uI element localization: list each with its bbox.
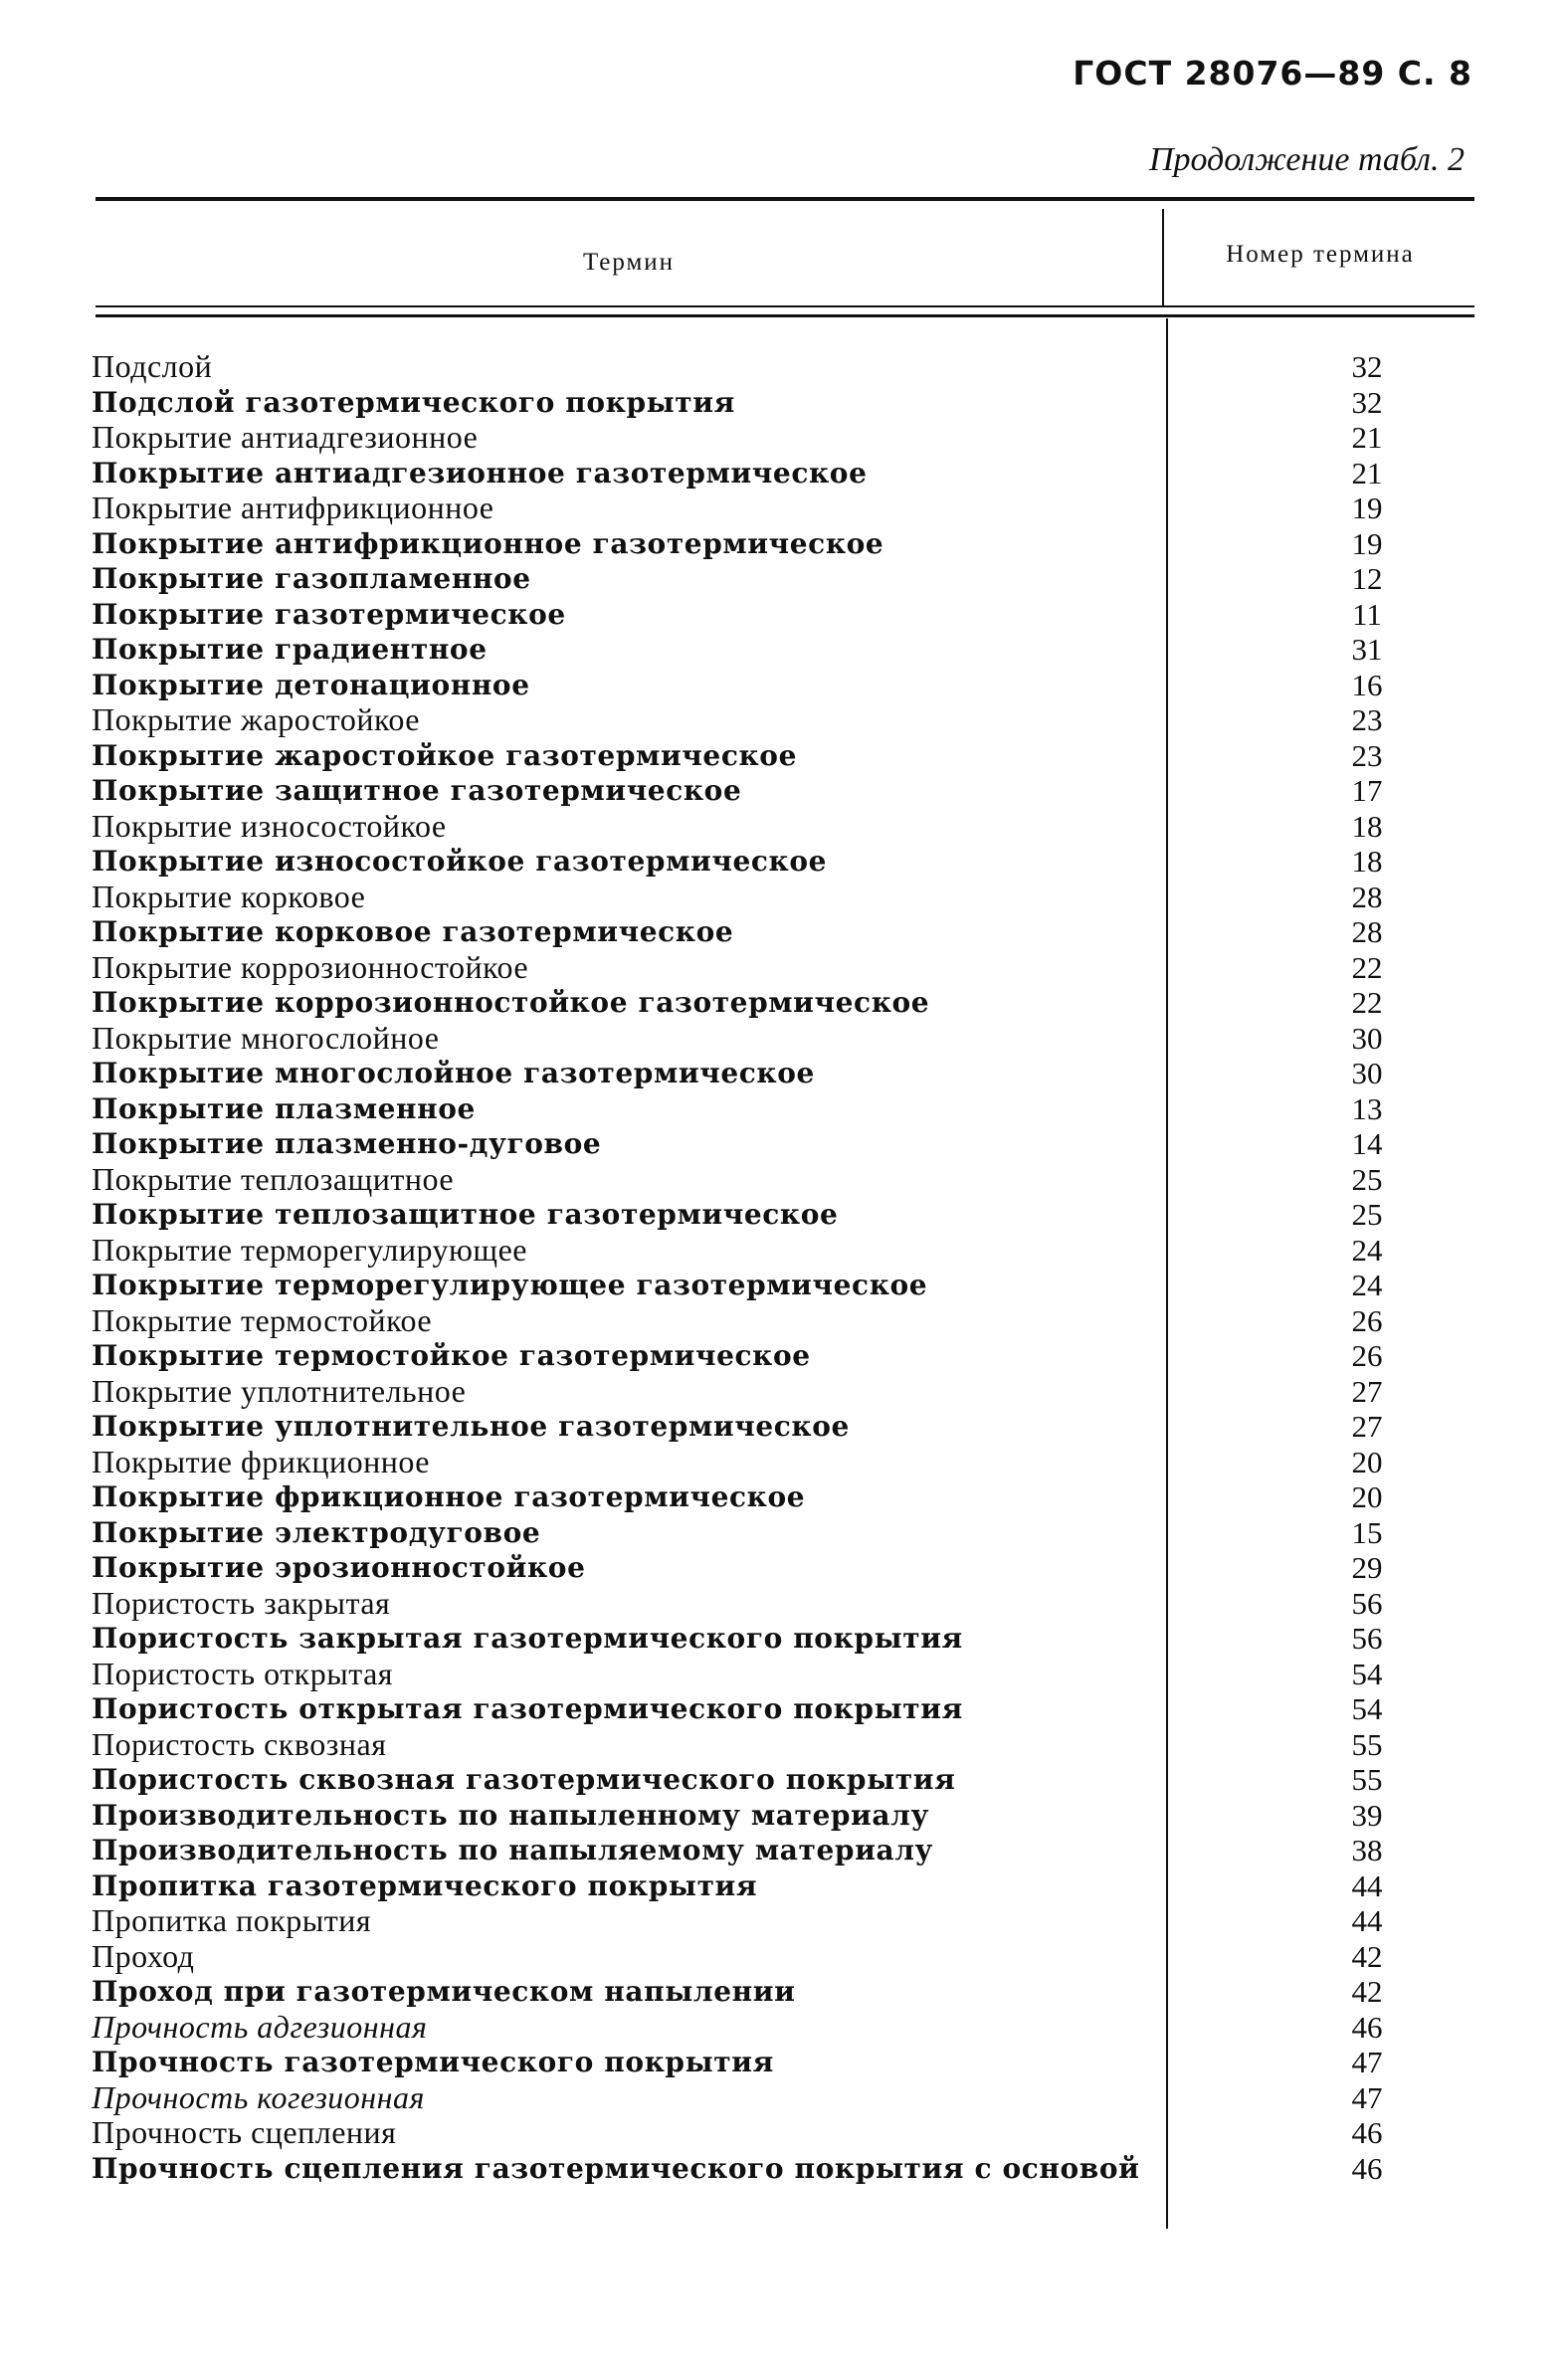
table-row bbox=[92, 844, 1474, 880]
term-number-cell: 18 bbox=[1351, 844, 1383, 879]
table-row bbox=[92, 491, 1474, 526]
table-row bbox=[92, 1233, 1474, 1269]
table-row bbox=[92, 1868, 1474, 1904]
term-number-cell: 19 bbox=[1351, 491, 1383, 525]
term-cell: Покрытие детонационное bbox=[92, 668, 530, 701]
term-cell: Прочность сцепления газотермического покрытия с основой bbox=[92, 2151, 1140, 2185]
document-code: ГОСТ 28076—89 С. 8 bbox=[1073, 54, 1472, 93]
table-row bbox=[92, 773, 1474, 809]
term-number-cell: 47 bbox=[1351, 2079, 1383, 2115]
header-column-separator bbox=[1162, 209, 1164, 306]
table-row bbox=[92, 1762, 1474, 1798]
term-cell: Покрытие многослойное газотермическое bbox=[92, 1057, 815, 1089]
term-number-cell: 19 bbox=[1351, 525, 1383, 561]
table-row bbox=[92, 2151, 1474, 2187]
term-cell: Покрытие плазменно-дуговое bbox=[92, 1127, 602, 1160]
term-number-cell: 13 bbox=[1351, 1090, 1383, 1126]
term-number-cell: 26 bbox=[1351, 1302, 1383, 1338]
term-cell: Производительность по напыляемому материалу bbox=[92, 1834, 934, 1867]
table-row bbox=[92, 1586, 1474, 1622]
table-row bbox=[92, 1833, 1474, 1868]
term-cell: Пористость закрытая bbox=[92, 1584, 391, 1621]
table-row bbox=[92, 809, 1474, 845]
term-cell: Покрытие газопламенное bbox=[92, 562, 531, 595]
table-row bbox=[92, 2080, 1474, 2116]
table-row bbox=[92, 2010, 1474, 2046]
term-cell: Производительность по напыленному материалу bbox=[92, 1798, 930, 1832]
term-cell: Покрытие термостойкое bbox=[92, 1301, 433, 1338]
table-row bbox=[92, 914, 1474, 950]
table-row bbox=[92, 2045, 1474, 2080]
table-row bbox=[92, 349, 1474, 385]
term-number-cell: 17 bbox=[1351, 773, 1383, 808]
term-cell: Покрытие газотермическое bbox=[92, 597, 566, 631]
term-cell: Покрытие теплозащитное газотермическое bbox=[92, 1198, 839, 1231]
term-number-cell: 25 bbox=[1351, 1161, 1383, 1197]
term-cell: Покрытие коррозионностойкое bbox=[92, 948, 529, 985]
table-row bbox=[92, 1409, 1474, 1445]
term-cell: Покрытие эрозионностойкое bbox=[92, 1551, 586, 1584]
term-cell: Пористость открытая газотермического покрытия bbox=[92, 1692, 963, 1725]
table-row bbox=[92, 1197, 1474, 1233]
term-cell: Покрытие фрикционное bbox=[92, 1443, 430, 1479]
term-number-cell: 42 bbox=[1351, 1974, 1383, 2009]
table-row bbox=[92, 1268, 1474, 1303]
term-number-cell: 44 bbox=[1351, 1903, 1383, 1938]
table-row bbox=[92, 561, 1474, 597]
table-row bbox=[92, 385, 1474, 421]
table-continuation-label: Продолжение табл. 2 bbox=[1148, 141, 1465, 178]
term-number-cell: 12 bbox=[1351, 561, 1383, 596]
term-number-cell: 47 bbox=[1351, 2045, 1383, 2079]
term-cell: Покрытие фрикционное газотермическое bbox=[92, 1480, 806, 1513]
term-number-cell: 54 bbox=[1351, 1656, 1383, 1691]
term-number-cell: 32 bbox=[1351, 349, 1383, 384]
term-number-cell: 18 bbox=[1351, 808, 1383, 844]
term-cell: Покрытие износостойкое газотермическое bbox=[92, 845, 828, 878]
term-number-cell: 55 bbox=[1351, 1762, 1383, 1797]
term-number-cell: 29 bbox=[1351, 1550, 1383, 1585]
table-row bbox=[92, 1903, 1474, 1939]
term-cell: Покрытие антифрикционное газотермическое bbox=[92, 526, 884, 560]
table-row bbox=[92, 1657, 1474, 1692]
term-cell: Покрытие градиентное bbox=[92, 633, 488, 666]
term-number-cell: 46 bbox=[1351, 2115, 1383, 2150]
term-cell: Покрытие антифрикционное bbox=[92, 490, 494, 525]
table-row bbox=[92, 1338, 1474, 1374]
header-bottom-rule bbox=[96, 305, 1474, 307]
term-number-cell: 28 bbox=[1351, 914, 1383, 949]
term-cell: Проход bbox=[92, 1937, 195, 1974]
table-row bbox=[92, 1515, 1474, 1551]
term-number-cell: 21 bbox=[1351, 420, 1383, 455]
term-number-cell: 28 bbox=[1351, 879, 1383, 914]
term-number-cell: 22 bbox=[1351, 949, 1383, 985]
term-number-cell: 27 bbox=[1351, 1409, 1383, 1444]
term-number-cell: 21 bbox=[1351, 455, 1383, 491]
term-number-cell: 16 bbox=[1351, 667, 1383, 702]
table-row bbox=[92, 985, 1474, 1021]
term-cell: Покрытие плазменное bbox=[92, 1091, 476, 1125]
term-cell: Покрытие корковое газотермическое bbox=[92, 915, 734, 948]
term-number-cell: 20 bbox=[1351, 1444, 1383, 1479]
term-number-cell: 31 bbox=[1351, 632, 1383, 667]
table-row bbox=[92, 1691, 1474, 1727]
term-cell: Покрытие жаростойкое газотермическое bbox=[92, 738, 797, 772]
term-cell: Прочность когезионная bbox=[92, 2078, 425, 2115]
term-number-cell: 27 bbox=[1351, 1373, 1383, 1409]
table-row bbox=[92, 1374, 1474, 1410]
term-number-cell: 23 bbox=[1351, 702, 1383, 737]
table-row bbox=[92, 526, 1474, 562]
term-cell: Пористость закрытая газотермического покрытия bbox=[92, 1622, 963, 1655]
term-number-cell: 23 bbox=[1351, 737, 1383, 773]
term-cell: Прочность сцепления bbox=[92, 2114, 397, 2150]
table-row bbox=[92, 1727, 1474, 1763]
table-row bbox=[92, 1798, 1474, 1834]
term-number-cell: 46 bbox=[1351, 2009, 1383, 2045]
term-number-cell: 38 bbox=[1351, 1833, 1383, 1867]
term-cell: Подслой bbox=[92, 348, 213, 384]
term-cell: Покрытие антиадгезионное bbox=[92, 419, 479, 455]
term-cell: Покрытие многослойное bbox=[92, 1019, 440, 1056]
table-row bbox=[92, 1621, 1474, 1657]
table-row bbox=[92, 1126, 1474, 1162]
table-row bbox=[92, 702, 1474, 738]
column-header-term: Термин bbox=[582, 249, 676, 276]
term-cell: Покрытие антиадгезионное газотермическое bbox=[92, 456, 868, 490]
term-cell: Покрытие терморегулирующее bbox=[92, 1231, 527, 1268]
term-number-cell: 24 bbox=[1351, 1232, 1383, 1268]
table-row bbox=[92, 1056, 1474, 1091]
table-row bbox=[92, 1021, 1474, 1057]
term-cell: Покрытие терморегулирующее газотермическое bbox=[92, 1269, 928, 1301]
table-row bbox=[92, 1479, 1474, 1515]
term-cell: Покрытие защитное газотермическое bbox=[92, 774, 742, 807]
table-top-rule bbox=[96, 197, 1474, 201]
term-number-cell: 56 bbox=[1351, 1585, 1383, 1621]
term-cell: Покрытие термостойкое газотермическое bbox=[92, 1339, 811, 1372]
term-cell: Покрытие уплотнительное bbox=[92, 1372, 467, 1409]
term-cell: Пористость сквозная bbox=[92, 1725, 387, 1762]
term-cell: Пропитка газотермического покрытия bbox=[92, 1868, 758, 1902]
term-number-cell: 55 bbox=[1351, 1726, 1383, 1762]
term-number-cell: 14 bbox=[1351, 1126, 1383, 1161]
table-row bbox=[92, 1162, 1474, 1198]
term-cell: Покрытие коррозионностойкое газотермическое bbox=[92, 986, 930, 1019]
table-row bbox=[92, 950, 1474, 986]
term-cell: Пропитка покрытия bbox=[92, 1902, 372, 1938]
term-number-cell: 22 bbox=[1351, 985, 1383, 1020]
term-number-cell: 39 bbox=[1351, 1797, 1383, 1833]
table-row bbox=[92, 738, 1474, 774]
term-cell: Прочность адгезионная bbox=[92, 2008, 428, 2045]
term-number-cell: 30 bbox=[1351, 1056, 1383, 1090]
term-number-cell: 30 bbox=[1351, 1020, 1383, 1056]
term-number-cell: 26 bbox=[1351, 1338, 1383, 1373]
term-number-cell: 32 bbox=[1351, 384, 1383, 420]
term-number-cell: 20 bbox=[1351, 1479, 1383, 1514]
term-cell: Пористость сквозная газотермического покрытия bbox=[92, 1763, 956, 1796]
term-cell: Покрытие уплотнительное газотермическое bbox=[92, 1410, 850, 1443]
table-row bbox=[92, 2115, 1474, 2151]
term-number-cell: 25 bbox=[1351, 1197, 1383, 1232]
term-number-cell: 11 bbox=[1352, 596, 1382, 632]
term-cell: Проход при газотермическом напылении bbox=[92, 1975, 796, 2008]
table-row bbox=[92, 1974, 1474, 2010]
term-cell: Прочность газотермического покрытия bbox=[92, 2046, 774, 2078]
table-row bbox=[92, 420, 1474, 456]
table-row bbox=[92, 632, 1474, 668]
table-row bbox=[92, 597, 1474, 633]
term-cell: Подслой газотермического покрытия bbox=[92, 385, 735, 419]
term-number-cell: 46 bbox=[1351, 2150, 1383, 2186]
term-cell: Покрытие жаростойкое bbox=[92, 701, 420, 737]
table-row bbox=[92, 1939, 1474, 1975]
term-number-cell: 44 bbox=[1351, 1867, 1383, 1903]
term-cell: Покрытие теплозащитное bbox=[92, 1160, 455, 1197]
table-row bbox=[92, 1091, 1474, 1127]
table-row bbox=[92, 1445, 1474, 1480]
terms-table-body bbox=[92, 349, 1474, 2186]
header-bottom-rule-double bbox=[96, 314, 1474, 317]
term-number-cell: 42 bbox=[1351, 1938, 1383, 1974]
term-number-cell: 24 bbox=[1351, 1268, 1383, 1302]
term-number-cell: 56 bbox=[1351, 1621, 1383, 1656]
column-header-number: Номер термина bbox=[1226, 241, 1415, 268]
table-row bbox=[92, 668, 1474, 703]
term-cell: Покрытие корковое bbox=[92, 878, 366, 914]
table-row bbox=[92, 1303, 1474, 1339]
table-row bbox=[92, 880, 1474, 915]
table-row bbox=[92, 456, 1474, 491]
term-number-cell: 54 bbox=[1351, 1691, 1383, 1726]
term-cell: Покрытие электродуговое bbox=[92, 1515, 541, 1549]
term-number-cell: 15 bbox=[1351, 1514, 1383, 1550]
term-cell: Пористость открытая bbox=[92, 1655, 393, 1691]
table-row bbox=[92, 1550, 1474, 1586]
term-cell: Покрытие износостойкое bbox=[92, 807, 447, 844]
